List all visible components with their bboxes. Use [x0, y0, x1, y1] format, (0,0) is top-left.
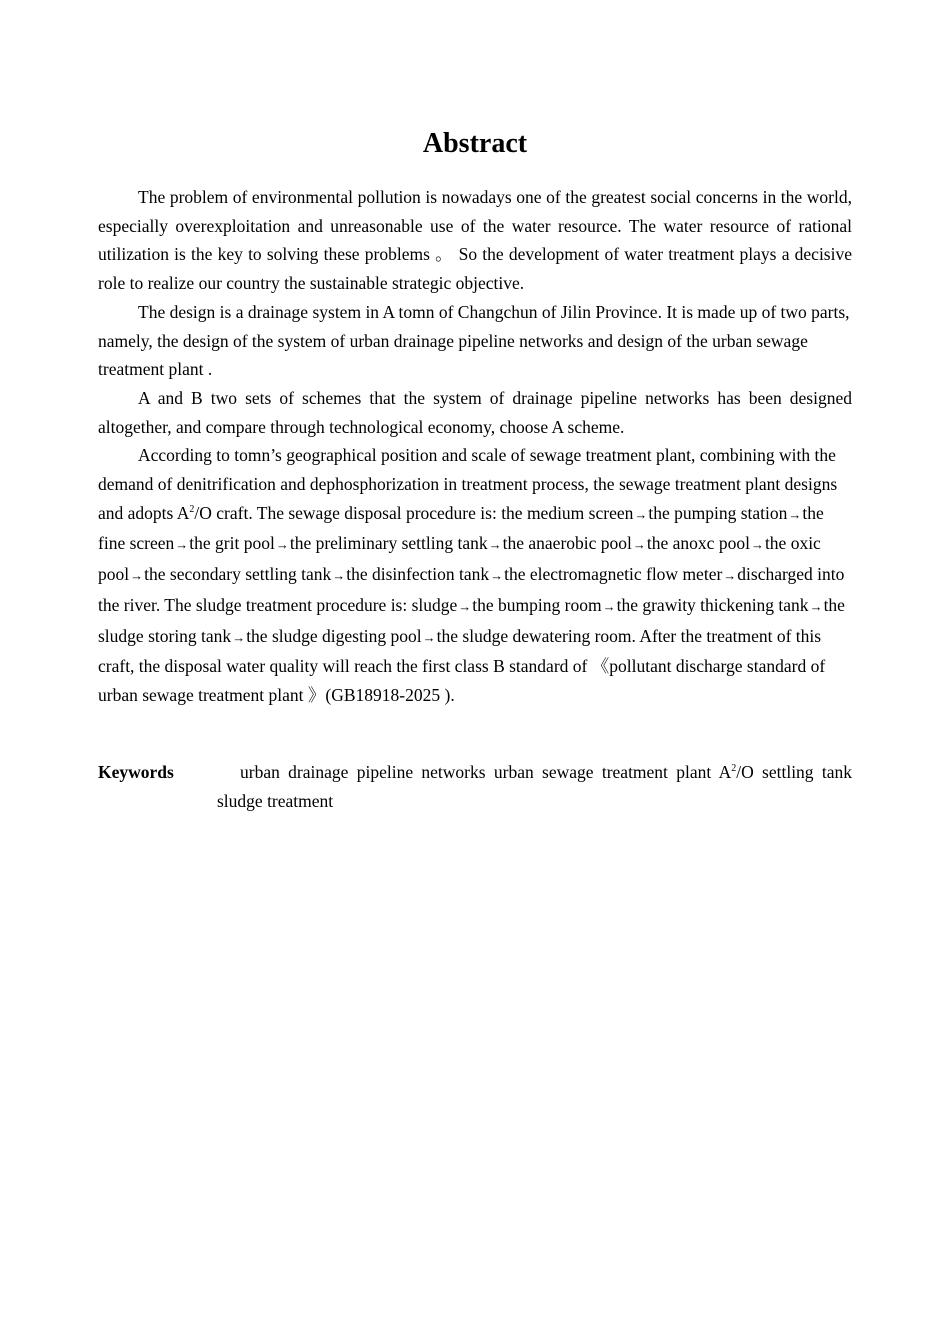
arrow-glyph: →	[809, 598, 823, 614]
sewage_steps-step: the anaerobic pool	[502, 533, 632, 554]
keywords-list	[217, 758, 852, 815]
paragraph-4-intro: According to tomn’s geographical position and scale of sewage treatment plant, combining with the demand of denitrification and dephosphorization in treatment process, the sewage treatment plant designs and adopts A	[98, 445, 838, 523]
arrow-glyph: →	[175, 537, 189, 553]
abstract-title: Abstract	[422, 128, 528, 159]
keywords-section	[98, 758, 852, 815]
sewage_steps-step: the secondary settling tank	[144, 564, 332, 585]
sludge_steps-step: the sludge storing tank	[98, 594, 845, 646]
sewage_steps-step: the pumping station	[648, 502, 788, 523]
arrow-glyph: →	[232, 629, 246, 645]
keywords-part-1: urban drainage pipeline networks urban sewage treatment plant A	[240, 762, 732, 782]
sewage_steps-step: the disinfection tank	[346, 564, 490, 585]
abstract-paragraph-1: The problem of environmental pollution is nowadays one of the greatest social concerns in the world, especially overexploitation and unreasonable use of the water resource. The water resource of rational utilization is the key to solving these problems 。 So the development of water treatment plays a decisive role to realize our country the sustainable strategic objective.	[98, 187, 852, 294]
abstract-paragraph-4	[98, 441, 852, 709]
sewage_steps-step: the electromagnetic flow meter	[504, 564, 723, 585]
arrow-glyph: →	[750, 537, 764, 553]
keywords-label: Keywords	[98, 762, 174, 782]
keywords-part-2: /O settling tank sludge treatment	[217, 762, 853, 811]
arrow-glyph: →	[458, 598, 472, 614]
sewage_steps-step: discharged into the river. The sludge treatment procedure is: sludge	[98, 564, 845, 615]
arrow-glyph: →	[275, 537, 289, 553]
sewage_steps-step: the oxic pool	[98, 533, 821, 585]
arrow-glyph: →	[422, 629, 436, 645]
sludge_steps-step: the sludge dewatering room. After the treatment of this craft, the disposal water quality will reach the first class B standard of 《pollutant discharge standard of urban sewage treatment plant 》(GB18918-2025 ).	[98, 625, 826, 705]
sewage_steps-step: the anoxc pool	[646, 533, 750, 554]
arrow-glyph: →	[602, 598, 616, 614]
superscript-2: 2	[189, 503, 195, 515]
abstract-paragraph-2: The design is a drainage system in A tomn of Changchun of Jilin Province. It is made up of two parts, namely, the design of the system of urban drainage pipeline networks and design of the urban sewage treatment plant .	[98, 301, 850, 380]
arrow-glyph: →	[632, 537, 646, 553]
arrow-glyph: →	[130, 568, 144, 584]
paragraph-4-procedure-start: /O craft. The sewage disposal procedure is: the medium screen	[194, 502, 634, 523]
sewage_steps-step: the fine screen	[98, 502, 824, 554]
sludge_steps-step: the bumping room	[472, 594, 602, 615]
arrow-glyph: →	[634, 506, 648, 522]
arrow-glyph: →	[788, 506, 802, 522]
arrow-glyph: →	[332, 568, 346, 584]
arrow-glyph: →	[488, 537, 502, 553]
arrow-glyph: →	[723, 568, 737, 584]
sludge_steps-step: the sludge digesting pool	[246, 625, 422, 646]
keywords-superscript: 2	[731, 763, 737, 774]
abstract-body	[98, 183, 852, 710]
sewage_steps-step: the grit pool	[189, 533, 275, 554]
sludge_steps-step: the grawity thickening tank	[616, 594, 809, 615]
arrow-glyph: →	[490, 568, 504, 584]
sewage_steps-step: the preliminary settling tank	[289, 533, 488, 554]
abstract-paragraph-3: A and B two sets of schemes that the system of drainage pipeline networks has been designed altogether, and compare through technological economy, choose A scheme.	[98, 387, 852, 437]
